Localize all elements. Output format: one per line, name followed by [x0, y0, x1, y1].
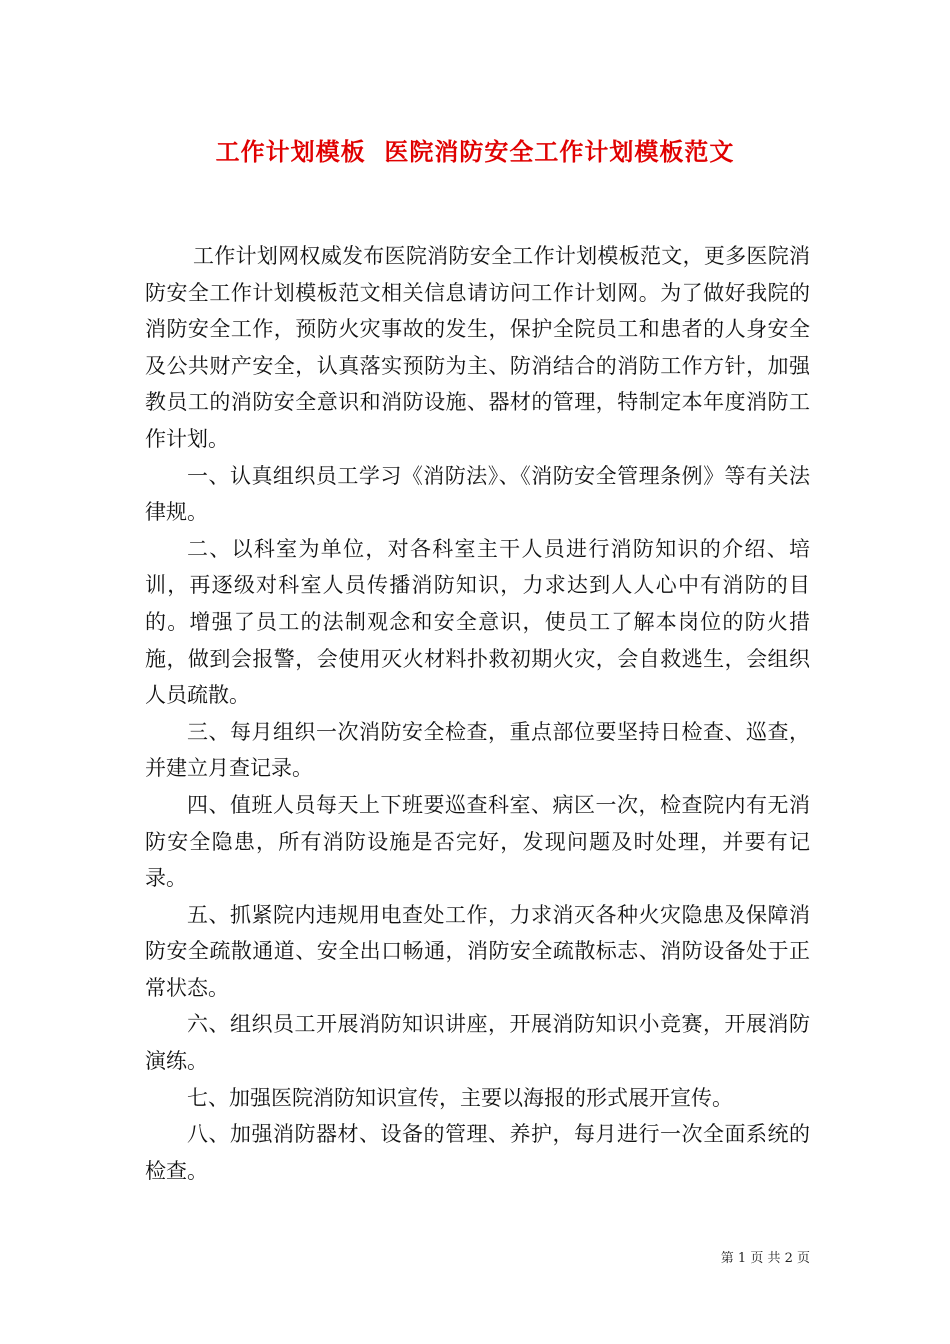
plan-item-6: 六、组织员工开展消防知识讲座，开展消防知识小竞赛，开展消防演练。	[145, 1012, 810, 1074]
page-title: 工作计划模板 医院消防安全工作计划模板范文	[215, 137, 735, 166]
plan-item-4: 四、值班人员每天上下班要巡查科室、病区一次，检查院内有无消防安全隐患，所有消防设施是否完好，发现问题及时处理，并要有记录。	[145, 792, 810, 891]
page-number: 第 1 页 共 2 页	[720, 1251, 810, 1266]
plan-item-8: 八、加强消防器材、设备的管理、养护，每月进行一次全面系统的检查。	[145, 1122, 810, 1183]
plan-item-5: 五、抓紧院内违规用电查处工作，力求消灭各种火灾隐患及保障消防安全疏散通道、安全出口畅通，消防安全疏散标志、消防设备处于正常状态。	[145, 902, 810, 1000]
plan-item-3: 三、每月组织一次消防安全检查，重点部位要坚持日检查、巡查，并建立月查记录。	[145, 719, 810, 781]
plan-item-1: 一、认真组织员工学习《消防法》、《消防安全管理条例》等有关法律规。	[145, 463, 810, 525]
plan-item-2: 二、以科室为单位，对各科室主干人员进行消防知识的介绍、培训，再逐级对科室人员传播消防知识，力求达到人人心中有消防的目的。增强了员工的法制观念和安全意识，使员工了解本岗位的防火措施，做到会报警，会使用灭火材料扑救初期火灾，会自救逃生，会组织人员疏散。	[145, 536, 810, 708]
plan-item-7: 七、加强医院消防知识宣传，主要以海报的形式展开宣传。	[187, 1085, 733, 1110]
document-body	[145, 238, 810, 1189]
intro-paragraph: 工作计划网权威发布医院消防安全工作计划模板范文，更多医院消防安全工作计划模板范文相关信息请访问工作计划网。为了做好我院的消防安全工作，预防火灾事故的发生，保护全院员工和患者的人身安全及公共财产安全，认真落实预防为主、防消结合的消防工作方针，加强教员工的消防安全意识和消防设施、器材的管理，特制定本年度消防工作计划。	[145, 244, 810, 451]
